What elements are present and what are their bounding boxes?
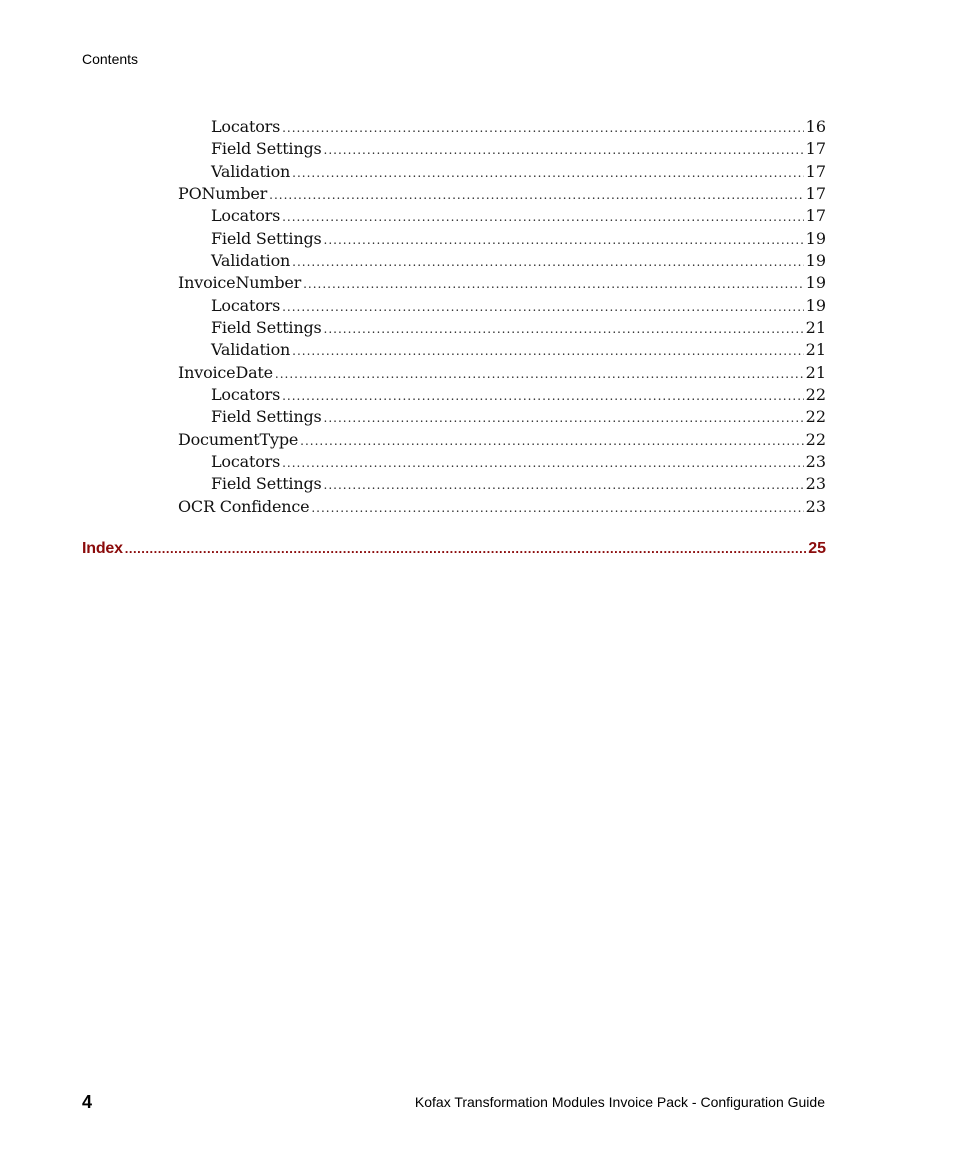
toc-entry-page: 17 — [805, 184, 826, 203]
toc-entry-label: Locators — [211, 452, 281, 471]
toc-entry-page: 23 — [805, 452, 826, 471]
dot-leader — [292, 251, 804, 273]
toc-entry-locators[interactable] — [211, 451, 826, 473]
dot-leader — [282, 206, 804, 228]
toc-entry-validation[interactable] — [211, 161, 826, 183]
toc-entry-page: 22 — [805, 430, 826, 449]
toc-entry-field-settings[interactable] — [211, 138, 826, 160]
toc-entry-page: 19 — [805, 251, 826, 270]
dot-leader — [324, 407, 804, 429]
toc-entry-page: 17 — [805, 162, 826, 181]
toc-entry-field-settings[interactable] — [211, 473, 826, 495]
dot-leader — [282, 452, 804, 474]
toc-entry-label: InvoiceNumber — [178, 273, 302, 292]
toc-entry-page: 22 — [805, 407, 826, 426]
toc-entry-label: Locators — [211, 296, 281, 315]
toc-entry-page: 16 — [805, 117, 826, 136]
dot-leader — [303, 273, 804, 295]
toc-entry-validation[interactable] — [211, 339, 826, 361]
toc-entry-invoicenumber[interactable] — [178, 272, 826, 294]
toc-entry-page: 23 — [805, 497, 826, 516]
dot-leader — [324, 318, 804, 340]
dot-leader — [311, 497, 803, 519]
toc-entry-ponumber[interactable] — [178, 183, 826, 205]
toc-entry-page: 17 — [805, 206, 826, 225]
dot-leader — [282, 296, 804, 318]
toc-entry-label: InvoiceDate — [178, 363, 273, 382]
dot-leader — [324, 229, 804, 251]
toc-entry-page: 23 — [805, 474, 826, 493]
toc-entry-invoicedate[interactable] — [178, 362, 826, 384]
toc-entry-locators[interactable] — [211, 295, 826, 317]
toc-entry-label: Field Settings — [211, 474, 322, 493]
toc-entry-label: OCR Confidence — [178, 497, 310, 516]
toc-entry-page: 19 — [805, 229, 826, 248]
toc-entry-page: 19 — [805, 296, 826, 315]
toc-entry-locators[interactable] — [211, 116, 826, 138]
toc-entry-locators[interactable] — [211, 205, 826, 227]
toc-entry-page: 25 — [808, 540, 826, 557]
dot-leader — [292, 340, 804, 362]
toc-entry-label: Locators — [211, 117, 281, 136]
dot-leader — [282, 385, 804, 407]
toc-entry-label: Field Settings — [211, 139, 322, 158]
toc-entry-validation[interactable] — [211, 250, 826, 272]
toc-entry-label: Validation — [211, 162, 291, 181]
toc-entry-page: 17 — [805, 139, 826, 158]
toc-entry-label: PONumber — [178, 184, 268, 203]
toc-entry-documenttype[interactable] — [178, 429, 826, 451]
toc-entry-locators[interactable] — [211, 384, 826, 406]
running-header: Contents — [82, 51, 139, 67]
toc-entry-label: Index — [82, 540, 123, 557]
toc-entry-label: Validation — [211, 340, 291, 359]
toc-entry-page: 22 — [805, 385, 826, 404]
dot-leader — [324, 139, 804, 161]
toc-entry-label: Field Settings — [211, 407, 322, 426]
toc-entry-label: Field Settings — [211, 229, 322, 248]
toc-entry-field-settings[interactable] — [211, 317, 826, 339]
dot-leader — [269, 184, 804, 206]
toc-entry-page: 21 — [805, 363, 826, 382]
toc-entry-label: Validation — [211, 251, 291, 270]
dot-leader — [125, 538, 806, 560]
toc-entry-field-settings[interactable] — [211, 228, 826, 250]
toc-entry-page: 21 — [805, 340, 826, 359]
toc-entry-page: 21 — [805, 318, 826, 337]
dot-leader — [324, 474, 804, 496]
dot-leader — [275, 363, 804, 385]
toc-entry-label: DocumentType — [178, 430, 299, 449]
toc-entry-field-settings[interactable] — [211, 406, 826, 428]
toc-entry-page: 19 — [805, 273, 826, 292]
dot-leader — [282, 117, 804, 139]
toc-entry-label: Locators — [211, 206, 281, 225]
dot-leader — [292, 162, 804, 184]
toc-entry-label: Locators — [211, 385, 281, 404]
running-footer-title: Kofax Transformation Modules Invoice Pack - Configuration Guide — [414, 1094, 825, 1110]
toc-entry-label: Field Settings — [211, 318, 322, 337]
dot-leader — [300, 430, 804, 452]
toc-entry-ocr-confidence[interactable] — [178, 496, 826, 518]
toc-entry-index[interactable] — [82, 538, 826, 560]
page-number: 4 — [82, 1092, 93, 1112]
